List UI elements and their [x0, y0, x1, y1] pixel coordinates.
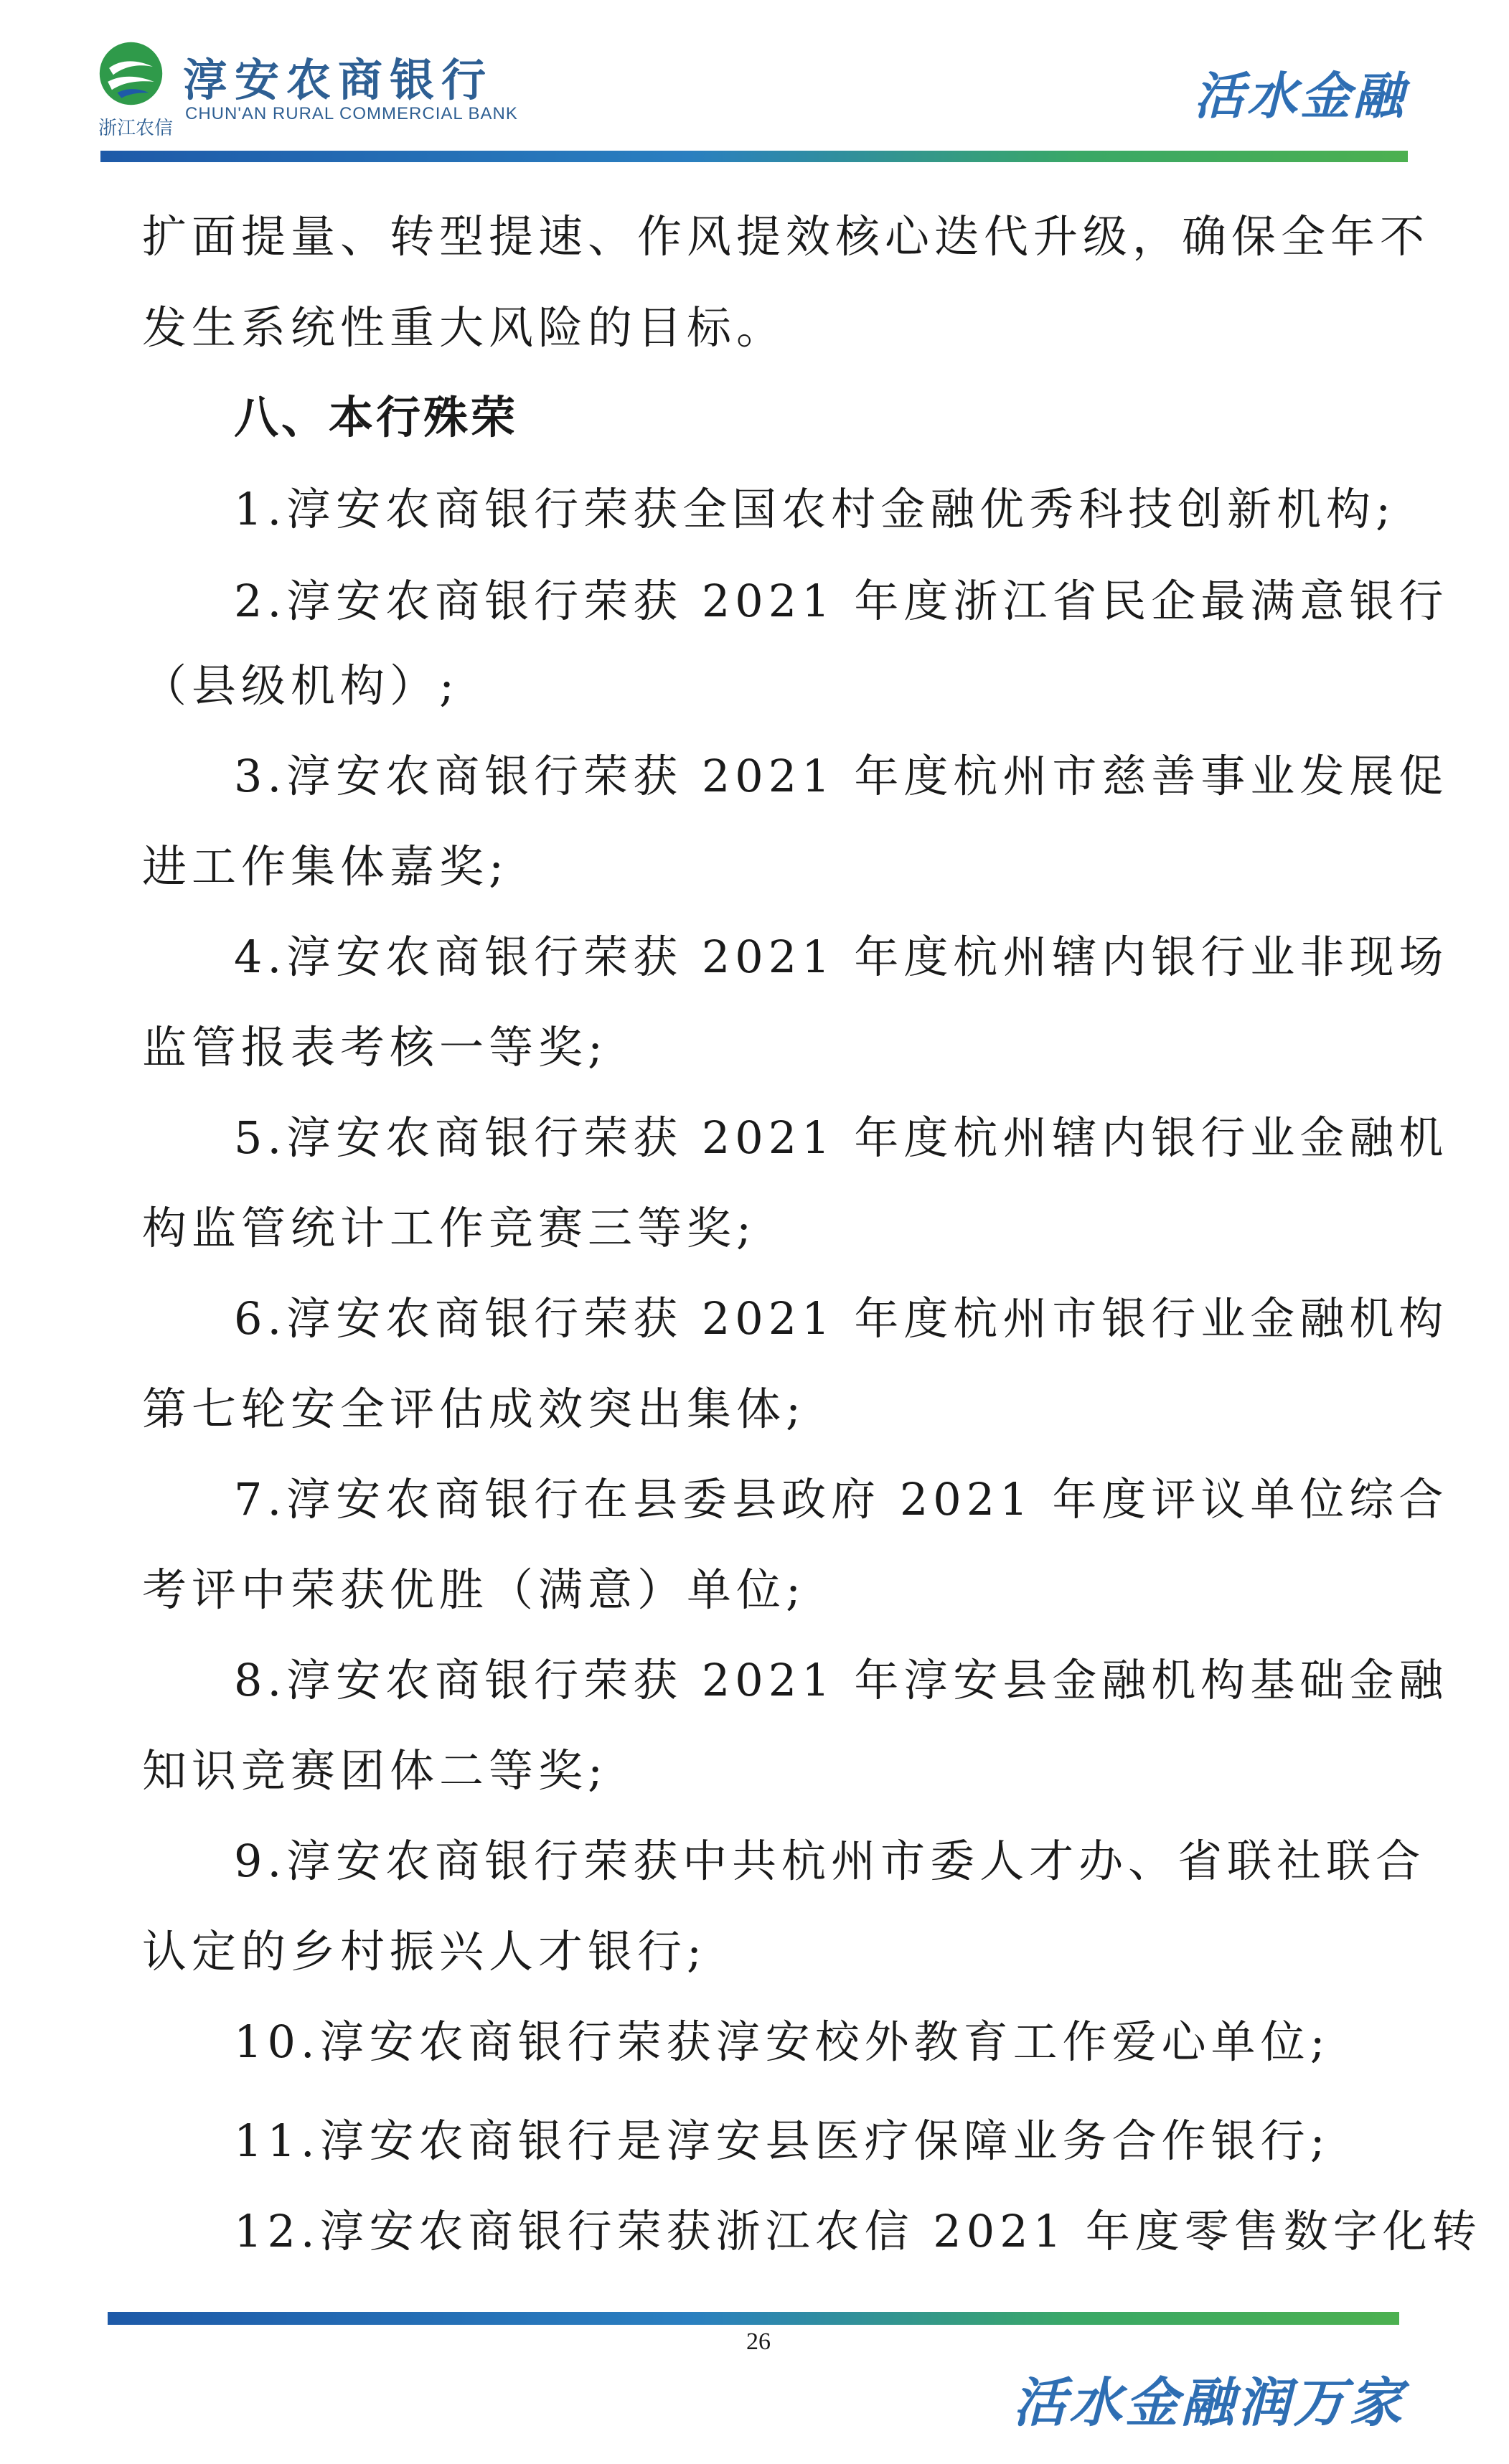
logo-subtitle: 浙江农信	[98, 118, 174, 139]
honor-item-continued: 认定的乡村振兴人才银行;	[142, 1925, 707, 1978]
honor-item-continued: 进工作集体嘉奖;	[142, 840, 509, 893]
honor-item: 9.淳安农商银行荣获中共杭州市委人才办、省联社联合	[234, 1835, 1426, 1887]
bank-name-en: CHUN'AN RURAL COMMERCIAL BANK	[185, 104, 518, 123]
page-header	[0, 0, 1509, 172]
honor-item: 12.淳安农商银行荣获浙江农信 2021 年度零售数字化转	[234, 2205, 1482, 2257]
footer-slogan: 活水金融润万家	[1013, 2372, 1405, 2434]
honor-item: 10.淳安农商银行荣获淳安校外教育工作爱心单位;	[234, 2016, 1330, 2068]
honor-item-continued: 知识竞赛团体二等奖;	[142, 1744, 608, 1797]
honor-item: 2.淳安农商银行荣获 2021 年度浙江省民企最满意银行	[234, 575, 1449, 627]
honor-item-continued: 构监管统计工作竞赛三等奖;	[142, 1202, 756, 1254]
bank-logo-icon	[97, 39, 165, 108]
body-line: 发生系统性重大风险的目标。	[142, 301, 786, 354]
honor-item-continued: 第七轮安全评估成效突出集体;	[142, 1383, 806, 1435]
honor-item-continued: 考评中荣获优胜（满意）单位;	[142, 1563, 806, 1616]
page-number: 26	[746, 2328, 771, 2355]
footer-divider-bar	[108, 2312, 1399, 2325]
bank-name-cn: 淳安农商银行	[183, 54, 494, 106]
honor-item: 3.淳安农商银行荣获 2021 年度杭州市慈善事业发展促	[234, 750, 1449, 802]
honor-item-continued: （县级机构）;	[142, 659, 459, 712]
honor-item: 7.淳安农商银行在县委县政府 2021 年度评议单位综合	[234, 1473, 1449, 1525]
body-line: 扩面提量、转型提速、作风提效核心迭代升级，确保全年不	[142, 210, 1430, 263]
header-divider-bar	[100, 151, 1408, 162]
honor-item: 5.淳安农商银行荣获 2021 年度杭州辖内银行业金融机	[234, 1111, 1449, 1164]
header-slogan: 活水金融	[1194, 66, 1406, 126]
honor-item-continued: 监管报表考核一等奖;	[142, 1021, 608, 1073]
honor-item: 8.淳安农商银行荣获 2021 年淳安县金融机构基础金融	[234, 1654, 1449, 1706]
honor-item: 1.淳安农商银行荣获全国农村金融优秀科技创新机构;	[234, 483, 1396, 535]
honor-item: 11.淳安农商银行是淳安县医疗保障业务合作银行;	[234, 2115, 1330, 2167]
honor-item: 4.淳安农商银行荣获 2021 年度杭州辖内银行业非现场	[234, 931, 1449, 983]
honor-item: 6.淳安农商银行荣获 2021 年度杭州市银行业金融机构	[234, 1292, 1449, 1345]
section-heading: 八、本行殊荣	[234, 391, 519, 443]
